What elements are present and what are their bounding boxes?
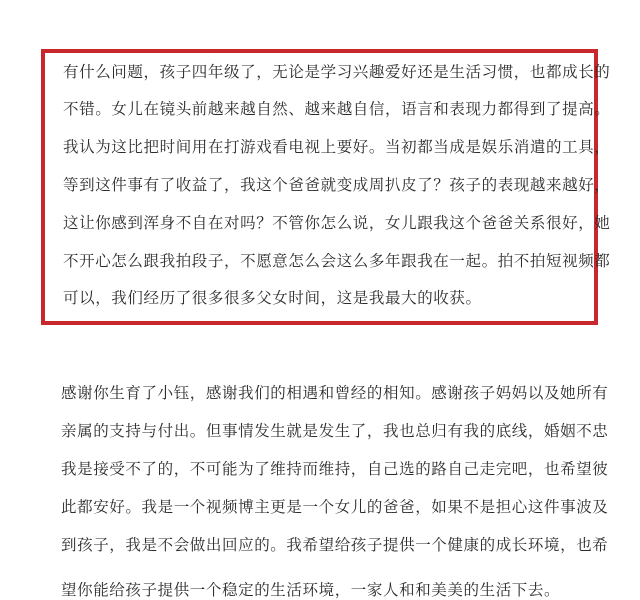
text-line: 有什么问题，孩子四年级了，无论是学习兴趣爱好还是生活习惯，也都成长的 — [63, 63, 611, 81]
text-line: 到孩子，我是不会做出回应的。我希望给孩子提供一个健康的成长环境，也希 — [61, 536, 609, 554]
text-line: 感谢你生育了小钰，感谢我们的相遇和曾经的相知。感谢孩子妈妈以及她所有 — [61, 384, 609, 402]
text-line: 等到这件事有了收益了，我这个爸爸就变成周扒皮了？孩子的表现越来越好， — [63, 176, 611, 194]
text-line: 亲属的支持与付出。但事情发生就是发生了，我也总归有我的底线，婚姻不忠 — [61, 422, 609, 440]
text-line: 望你能给孩子提供一个稳定的生活环境，一家人和和美美的生活下去。 — [61, 581, 561, 599]
text-line: 这让你感到浑身不自在对吗？不管你怎么说，女儿跟我这个爸爸关系很好，她 — [63, 214, 611, 232]
text-line: 可以，我们经历了很多很多父女时间，这是我最大的收获。 — [63, 289, 482, 307]
text-line: 我认为这比把时间用在打游戏看电视上要好。当初都当成是娱乐消遣的工具， — [63, 138, 611, 156]
text-line: 不错。女儿在镜头前越来越自然、越来越自信，语言和表现力都得到了提高。 — [63, 100, 611, 118]
text-line: 此都安好。我是一个视频博主更是一个女儿的爸爸，如果不是担心这件事波及 — [61, 498, 609, 516]
text-line: 我是接受不了的，不可能为了维持而维持，自己选的路自己走完吧，也希望彼 — [61, 460, 609, 478]
text-line: 不开心怎么跟我拍段子，不愿意怎么会这么多年跟我在一起。拍不拍短视频都 — [63, 252, 611, 270]
